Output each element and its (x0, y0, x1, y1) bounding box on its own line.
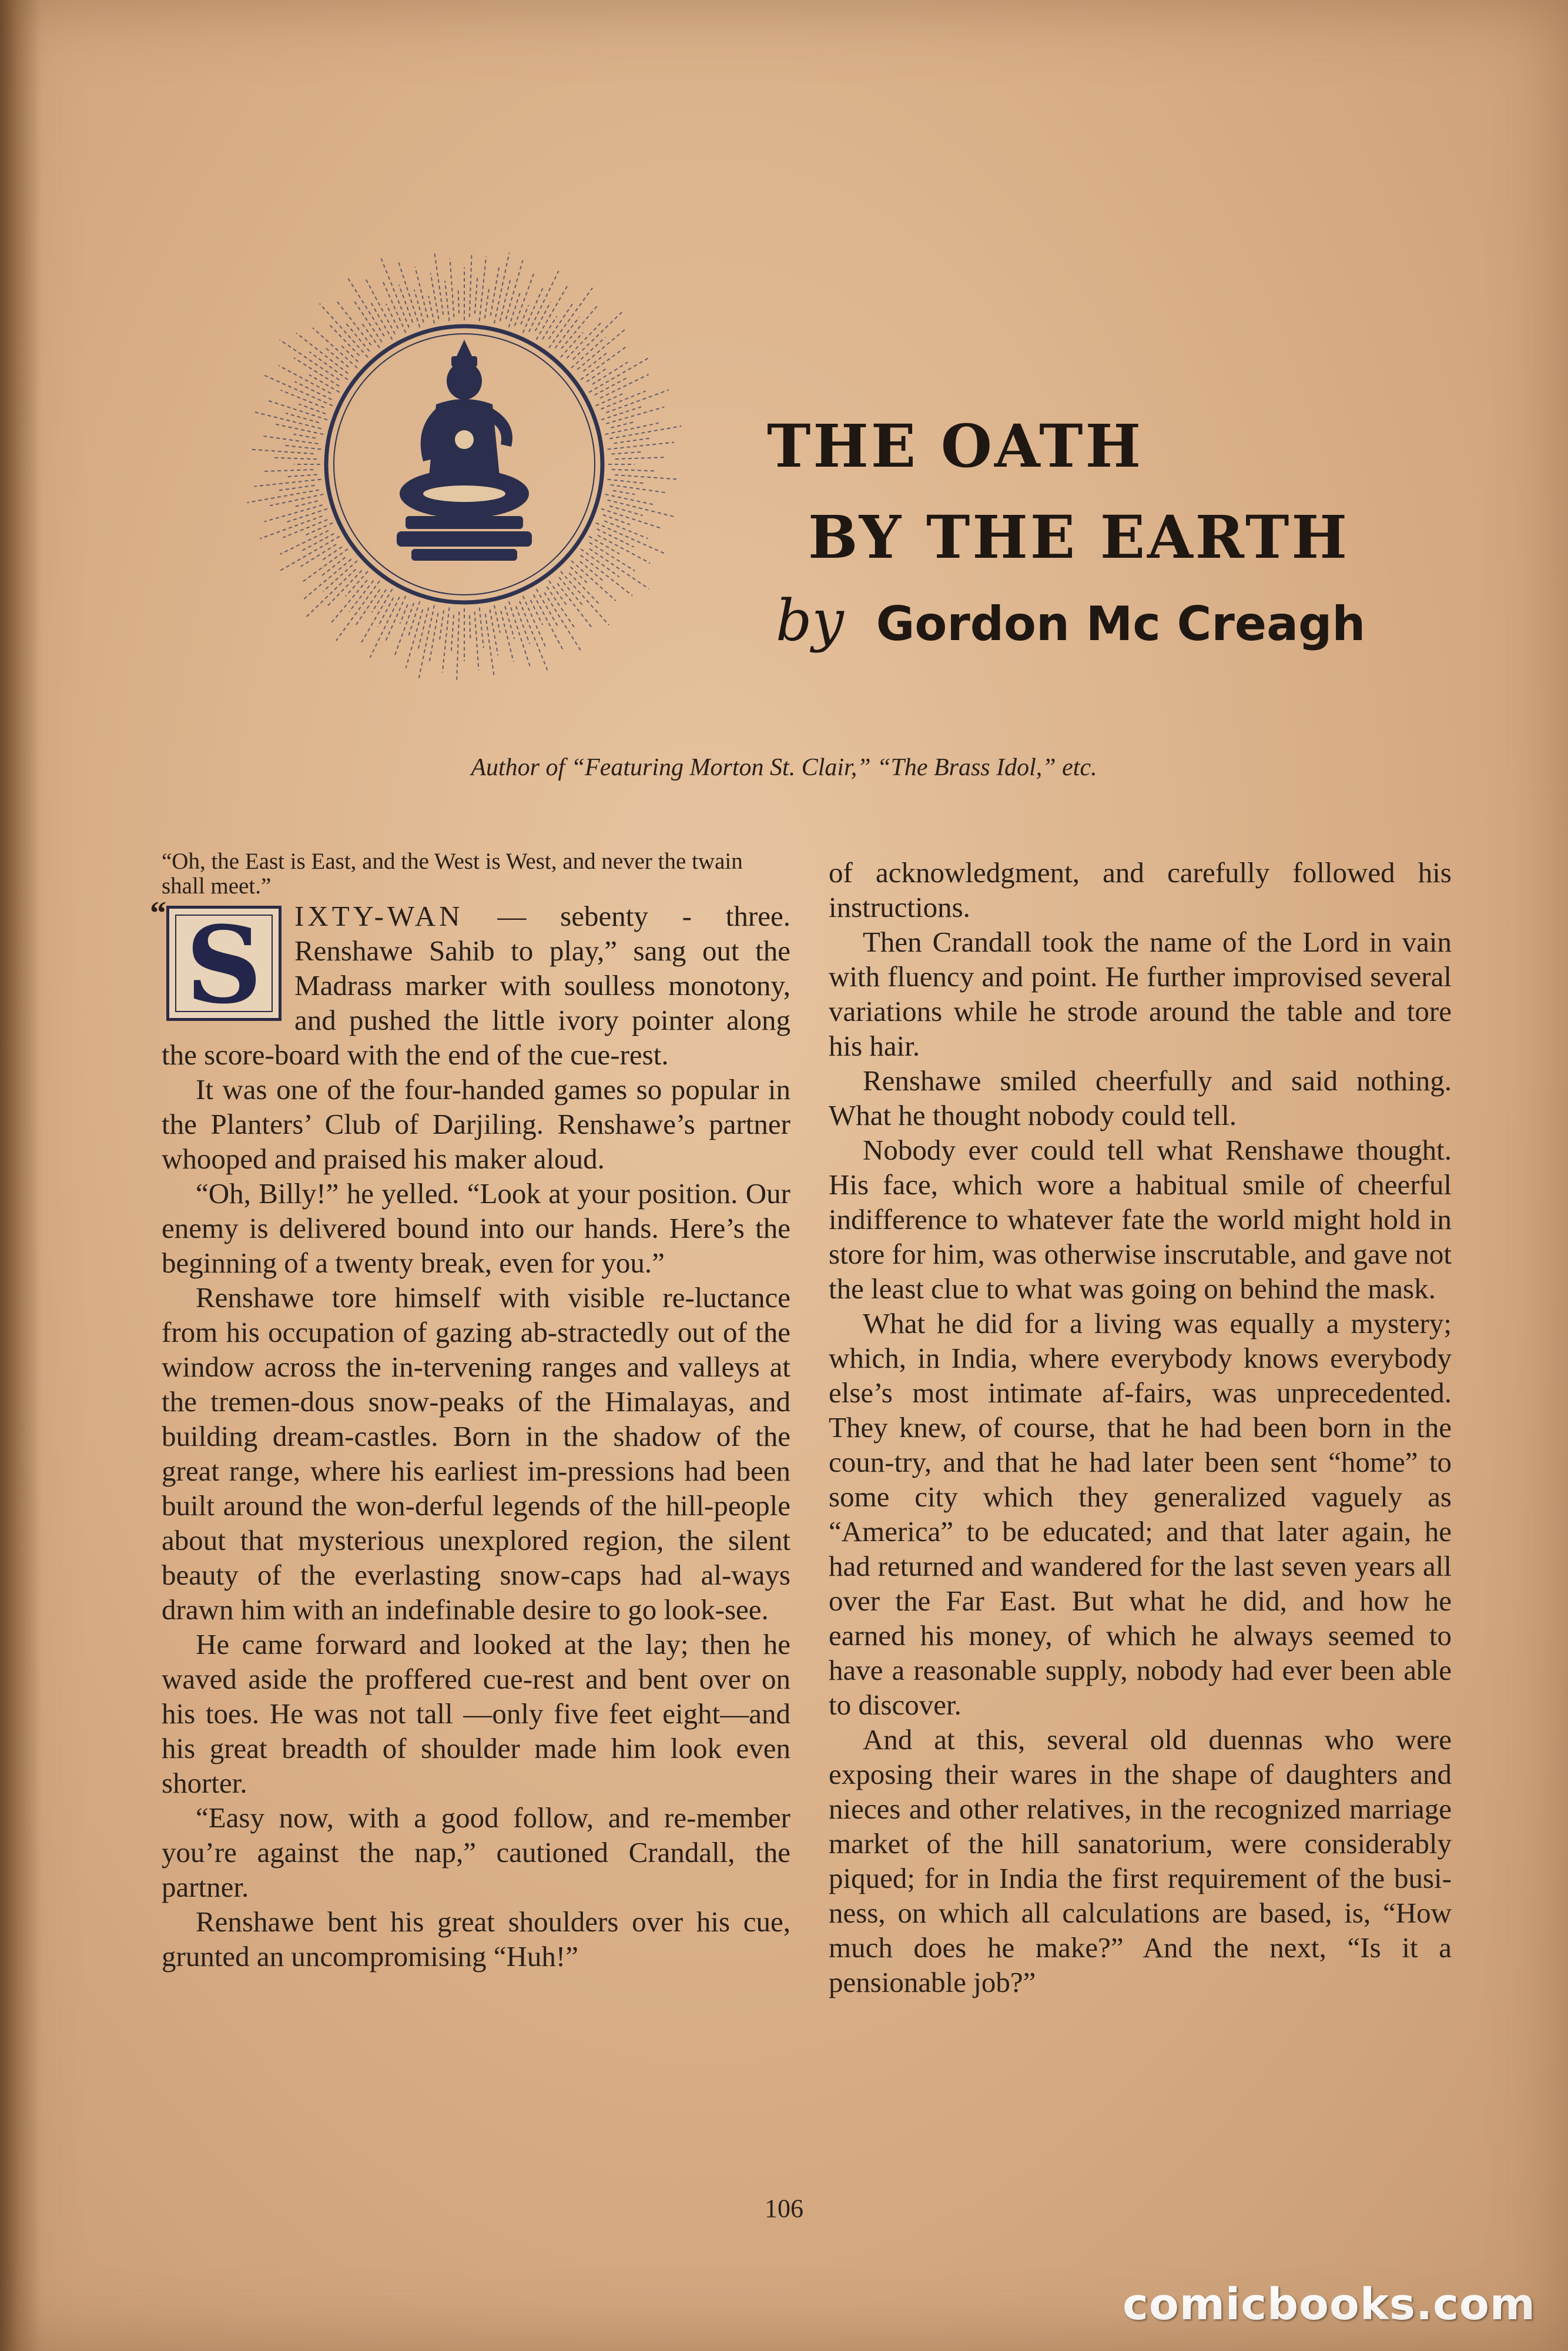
byline (776, 588, 1365, 654)
paragraph: It was one of the four-handed games so popular in the Planters’ Club of Darjiling. Renshawe’s partner whooped and praised his maker aloud. (162, 1073, 790, 1175)
page-edge (0, 0, 41, 2351)
right-column (829, 855, 1452, 2000)
paragraph: Renshawe smiled cheerfully and said nothing. What he thought nobody could tell. (829, 1064, 1452, 1131)
article-title-line-2: BY THE EARTH (808, 503, 1349, 572)
opening-quote: “ (150, 895, 166, 932)
paragraph: And at this, several old duennas who were exposing their wares in the shape of daughters and nieces and other relatives, in the recognized marriage market of the hill sanatorium, were considerably piqued; for in India the first requirement of the busi-ness, on which all calculations are based, is, “How much does he make?” And the next, “Is it a pensionable job?” (829, 1723, 1452, 1998)
paragraph: “Easy now, with a good follow, and re-member you’re against the nap,” cautioned Crandall, the partner. (162, 1801, 790, 1903)
author-name: Gordon Mc Creagh (876, 597, 1366, 651)
watermark: comicbooks.com (1123, 2279, 1536, 2330)
seated-deity-sunburst-icon (229, 253, 746, 699)
opening-paragraph (150, 895, 790, 1072)
first-word: IXTY-WAN (294, 900, 464, 932)
first-paragraph-text: — sebenty - three. Renshawe Sahib to play,” sang out the Madrass marker with soulless monotony, and pushed the little ivory pointer along the score-board with the end of the cue-rest. (162, 900, 790, 1071)
left-column (150, 849, 790, 1974)
article-title-line-1: THE OATH (767, 411, 1144, 481)
epigraph: “Oh, the East is East, and the West is West, and never the twain shall meet.” (162, 849, 743, 899)
byline-by: by (776, 588, 844, 654)
paragraph: “Oh, Billy!” he yelled. “Look at your position. Our enemy is delivered bound into our hands. Here’s the beginning of a twenty break, even for you.” (162, 1177, 790, 1279)
page-number: 106 (765, 2194, 803, 2223)
drop-cap-letter: S (186, 903, 262, 1027)
author-credit: Author of “Featuring Morton St. Clair,” “The Brass Idol,” etc. (471, 754, 1097, 781)
paragraph: He came forward and looked at the lay; then he waved aside the proffered cue-rest and bent over on his toes. He was not tall —only five feet eight—and his great breadth of shoulder made him look even shorter. (162, 1628, 790, 1799)
paragraph: What he did for a living was equally a mystery; which, in India, where everybody knows everybody else’s most intimate af-fairs, was unprecedented. They knew, of course, that he had been born in the coun-try, and that he had later been sent “home” to some city which they generalized vaguely as “America” to be educated; and that later again, he had returned and wandered for the last seven years all over the Far East. But what he did, and how he earned his money, of which he always seemed to have a reasonable supply, nobody had ever been able to discover. (829, 1307, 1452, 1721)
paragraph: Renshawe bent his great shoulders over his cue, grunted an uncompromising “Huh!” (162, 1905, 790, 1972)
paragraph-continuation: of acknowledgment, and carefully followed his instructions. (829, 856, 1452, 923)
drop-cap (166, 903, 282, 1027)
paragraph: Then Crandall took the name of the Lord in vain with fluency and point. He further improvised several variations while he strode around the table and tore his hair. (829, 926, 1452, 1062)
paragraph: Nobody ever could tell what Renshawe thought. His face, which wore a habitual smile of cheerful indifference to whatever fate the world might hold in store for him, was otherwise inscrutable, and gave not the least clue to what was going on behind the mask. (829, 1134, 1452, 1305)
paragraph: Renshawe tore himself with visible re-luctance from his occupation of gazing ab-stractedly out of the window across the in-tervening ranges and valleys at the tremen-dous snow-peaks of the Himalayas, and building dream-castles. Born in the shadow of the great range, where his earliest im-pressions had been built around the won-derful legends of the hill-people about that mysterious unexplored region, the silent beauty of the everlasting snow-caps had al-ways drawn him with an indefinable desire to go look-see. (162, 1281, 790, 1626)
